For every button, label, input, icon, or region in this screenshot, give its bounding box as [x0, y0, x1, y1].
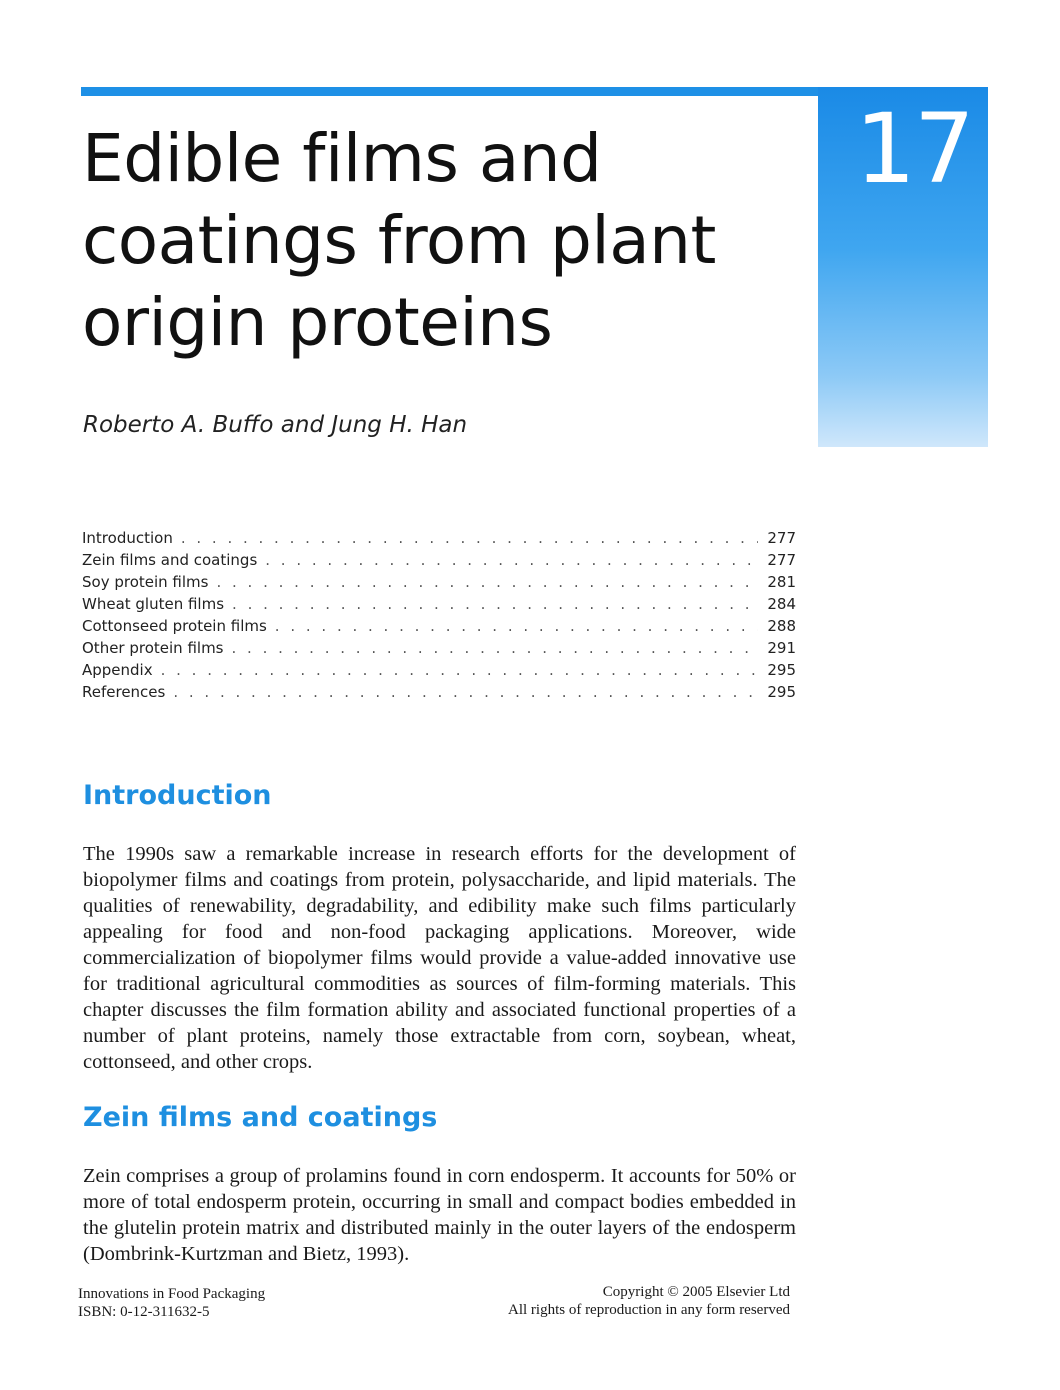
toc-item-page: 284 [767, 595, 796, 613]
chapter-number: 17 [854, 93, 973, 205]
toc-item-label: Zein films and coatings [82, 551, 258, 569]
footer-book-info [78, 1285, 265, 1321]
toc-item-page: 277 [767, 529, 796, 547]
toc-item[interactable] [82, 595, 796, 617]
toc-item-page: 277 [767, 551, 796, 569]
footer-copyright: Copyright © 2005 Elsevier Ltd [602, 1284, 790, 1300]
zein-paragraph: Zein comprises a group of prolamins found in corn endosperm. It accounts for 50% or more of total endosperm protein, occurring in small and compact bodies embedded in the glutelin protein matrix and distributed mainly in the outer layers of the endosperm (Dombrink-Kurtzman and Bietz, 1993). [83, 1165, 796, 1265]
toc-item-label: Wheat gluten films [82, 595, 225, 613]
toc-item-page: 281 [767, 573, 796, 591]
toc-item-label: Other protein films [82, 639, 224, 657]
toc-item[interactable] [82, 617, 796, 639]
chapter-title: Edible films and coatings from plant origin proteins [82, 120, 716, 361]
section-heading-introduction: Introduction [83, 780, 272, 811]
toc-leader-dots [232, 639, 759, 657]
toc-leader-dots [161, 661, 758, 679]
toc-leader-dots [216, 573, 758, 591]
toc-item[interactable] [82, 529, 796, 551]
footer-isbn: ISBN: 0-12-311632-5 [78, 1304, 210, 1320]
table-of-contents [82, 529, 796, 705]
toc-item-page: 295 [767, 683, 796, 701]
toc-item-page: 295 [767, 661, 796, 679]
chapter-number-block [818, 87, 988, 447]
toc-item-label: References [82, 683, 166, 701]
footer-rights: All rights of reproduction in any form reserved [507, 1302, 790, 1318]
toc-item-label: Introduction [82, 529, 173, 547]
toc-item-label: Soy protein films [82, 573, 209, 591]
toc-item[interactable] [82, 551, 796, 573]
footer-book-title: Innovations in Food Packaging [78, 1286, 266, 1302]
toc-item[interactable] [82, 683, 796, 705]
toc-item[interactable] [82, 661, 796, 683]
section-heading-zein: Zein films and coatings [83, 1102, 438, 1133]
toc-item[interactable] [82, 639, 796, 661]
footer-copyright-info [508, 1283, 790, 1319]
toc-leader-dots [181, 529, 758, 547]
introduction-paragraph: The 1990s saw a remarkable increase in research efforts for the development of biopolymer films and coatings from protein, polysaccharide, and lipid materials. The qualities of renewability, degradability, and edibility make such films particularly appealing for food and non-food packaging applications. Moreover, wide commercialization of biopolymer films would provide a value-added innovative use for traditional agricultural commodities as sources of film-forming materials. This chapter discusses the film formation ability and associated functional properties of a number of plant proteins, namely those extractable from corn, soybean, wheat, cottonseed, and other crops. [83, 843, 796, 1073]
toc-item-page: 288 [767, 617, 796, 635]
toc-leader-dots [275, 617, 758, 635]
chapter-authors: Roberto A. Buffo and Jung H. Han [83, 412, 468, 438]
toc-item-label: Appendix [82, 661, 153, 679]
toc-item-label: Cottonseed protein films [82, 617, 267, 635]
toc-item[interactable] [82, 573, 796, 595]
toc-leader-dots [265, 551, 758, 569]
toc-item-page: 291 [767, 639, 796, 657]
toc-leader-dots [173, 683, 758, 701]
toc-leader-dots [232, 595, 758, 613]
